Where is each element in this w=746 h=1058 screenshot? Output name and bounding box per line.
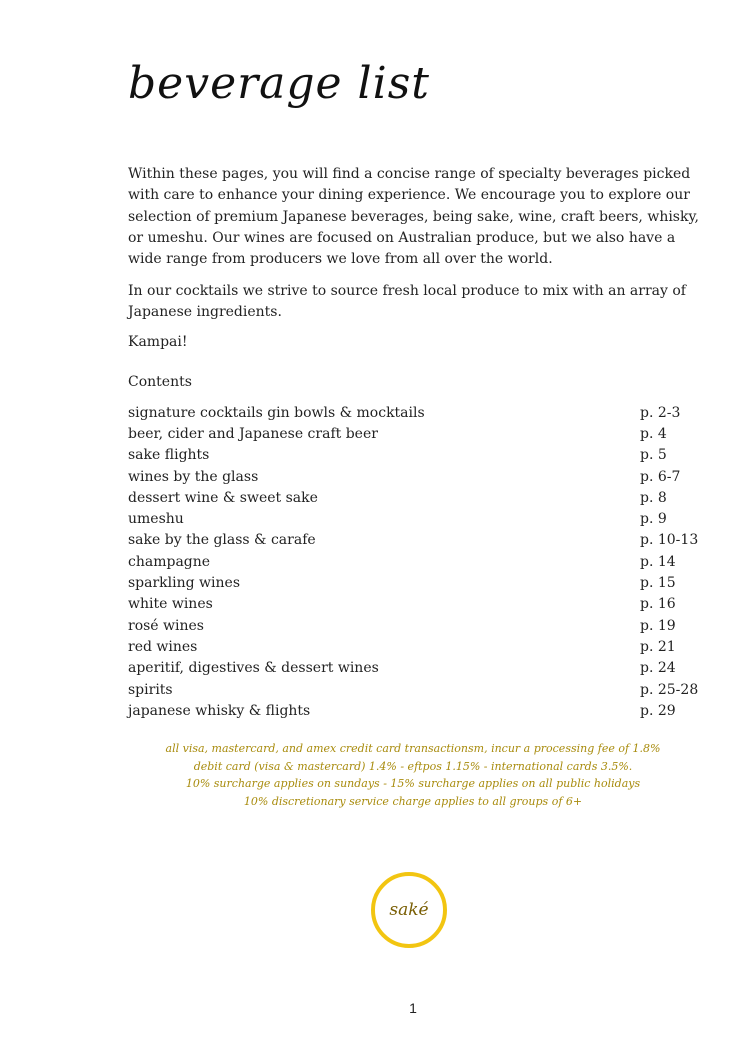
contents-item: [128, 551, 708, 572]
contents-item: [128, 594, 708, 615]
contents-item: [128, 615, 708, 636]
contents-item-page: p. 14: [640, 553, 676, 570]
fee-line-debit: debit card (visa & mastercard) 1.4% - eftpos 1.15% - international cards 3.5%.: [193, 759, 633, 773]
contents-item: [128, 530, 708, 551]
contents-item-page: p. 8: [640, 489, 667, 506]
contents-item-page: p. 25-28: [640, 681, 699, 698]
contents-item-label: red wines: [128, 638, 198, 655]
contents-item-page: p. 16: [640, 596, 676, 613]
contents-item-page: p. 29: [640, 702, 676, 719]
contents-item-page: p. 21: [640, 638, 676, 655]
intro-paragraph: Within these pages, you will find a concise range of specialty beverages picked with care to enhance your dining experience. We encourage you to explore our selection of premium Japanese beverages, being sake, wine, craft beers, whisky, or umeshu. Our wines are focused on Australian produce, but we also have a wide range from producers we love from all over the world.: [128, 166, 699, 268]
contents-item-page: p. 9: [640, 511, 667, 528]
contents-item-page: p. 6-7: [640, 468, 681, 485]
contents-item-label: beer, cider and Japanese craft beer: [128, 425, 378, 442]
contents-item: [128, 679, 708, 700]
contents-item: [128, 466, 708, 487]
contents-item: [128, 423, 708, 444]
contents-item-label: champagne: [128, 553, 211, 570]
contents-item-label: sparkling wines: [128, 575, 240, 592]
fee-line-surcharge: 10% surcharge applies on sundays - 15% surcharge applies on all public holidays: [185, 777, 641, 790]
contents-item-label: dessert wine & sweet sake: [128, 489, 318, 506]
fee-line-service: 10% discretionary service charge applies to all groups of 6+: [243, 794, 583, 808]
sake-logo: [371, 872, 447, 948]
logo-text: saké: [389, 900, 429, 920]
contents-heading: Contents: [128, 374, 192, 390]
contents-item-label: sake by the glass & carafe: [128, 532, 316, 549]
contents-item-label: white wines: [128, 596, 213, 613]
contents-item-label: japanese whisky & flights: [128, 702, 311, 719]
contents-item: [128, 658, 708, 679]
contents-item-label: aperitif, digestives & dessert wines: [128, 660, 379, 677]
contents-item-label: sake flights: [128, 447, 210, 464]
contents-item: [128, 402, 708, 423]
contents-item-page: p. 5: [640, 447, 667, 464]
contents-item-label: wines by the glass: [128, 468, 259, 485]
contents-item-label: spirits: [128, 681, 173, 698]
contents-item-label: signature cocktails gin bowls & mocktails: [128, 404, 425, 421]
contents-list: [128, 402, 708, 721]
contents-item: [128, 487, 708, 508]
contents-item-page: p. 4: [640, 425, 667, 442]
contents-item: [128, 445, 708, 466]
page-number: 1: [409, 1000, 417, 1016]
contents-item: [128, 572, 708, 593]
fees-notice: [0, 740, 746, 810]
contents-item: [128, 700, 708, 721]
contents-item-page: p. 19: [640, 617, 676, 634]
contents-item-page: p. 24: [640, 660, 676, 677]
contents-item: [128, 636, 708, 657]
fee-line-credit: all visa, mastercard, and amex credit card transactionsm, incur a processing fee of 1.8%: [165, 742, 661, 755]
contents-item-label: umeshu: [128, 511, 184, 528]
contents-item: [128, 508, 708, 529]
contents-item-page: p. 15: [640, 575, 676, 592]
contents-item-label: rosé wines: [128, 617, 204, 634]
contents-item-page: p. 10-13: [640, 532, 699, 549]
closing-text: Kampai!: [128, 334, 188, 350]
page-title: beverage list: [128, 58, 430, 109]
contents-item-page: p. 2-3: [640, 404, 681, 421]
cocktails-paragraph: In our cocktails we strive to source fresh local produce to mix with an array of Japanese ingredients.: [128, 283, 686, 321]
